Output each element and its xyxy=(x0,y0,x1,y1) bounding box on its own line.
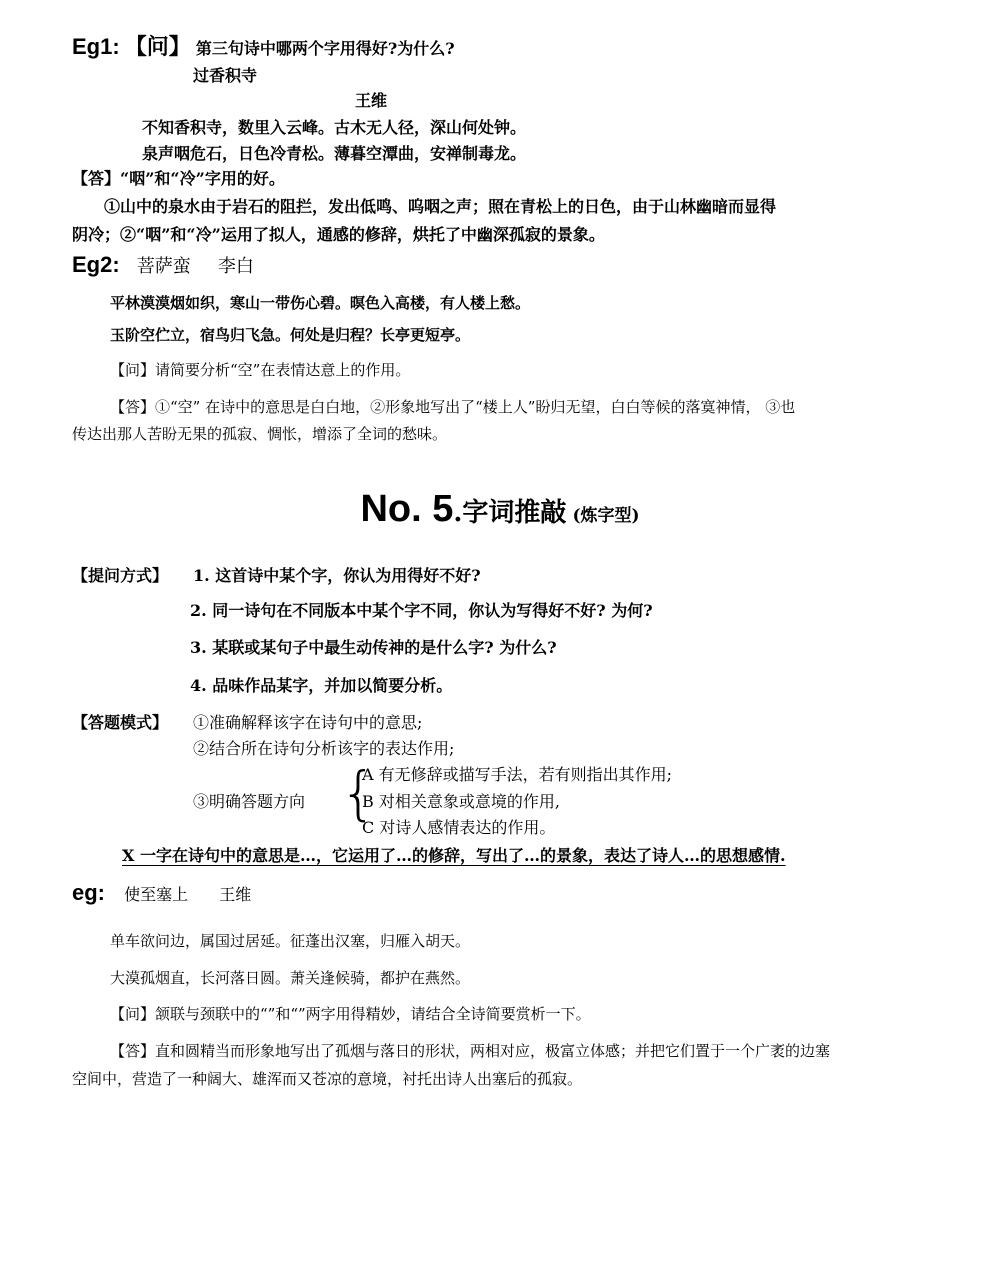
answer-mode-option-b: B 对相关意象或意境的作用, xyxy=(362,792,560,811)
eg3-poem-line-1: 单车欲问边，属国过居延。征蓬出汉塞，归雁入胡天。 xyxy=(110,932,471,950)
ask-method-item-4: 4. 品味作品某字，并加以简要分析。 xyxy=(190,676,453,695)
ask-method-item-3: 3. 某联或某句子中最生动传神的是什么字? 为什么? xyxy=(190,638,557,657)
eg2-question: 【问】请简要分析“空”在表情达意上的作用。 xyxy=(110,361,411,379)
ask-method-item-1: 1. 这首诗中某个字，你认为用得好不好? xyxy=(193,566,481,585)
answer-mode-step-2: ②结合所在诗句分析该字的表达作用; xyxy=(193,739,455,758)
answer-template: X 一字在诗句中的意思是…，它运用了…的修辞，写出了…的景象，表达了诗人…的思想感情. xyxy=(122,846,786,865)
ask-method-item-2: 2. 同一诗句在不同版本中某个字不同，你认为写得好不好? 为何? xyxy=(190,601,653,620)
brace-icon: { xyxy=(340,759,377,827)
answer-mode-step-3: ③明确答题方向 xyxy=(193,792,306,811)
eg1-answer-head: 【答】“咽”和“冷”字用的好。 xyxy=(72,169,285,188)
eg3-label: eg: xyxy=(72,880,105,905)
eg3-answer-1: 【答】直和圆精当而形象地写出了孤烟与落日的形状，两相对应，极富立体感；并把它们置于一个广袤的边塞 xyxy=(110,1042,831,1060)
answer-mode-option-c: C 对诗人感情表达的作用。 xyxy=(362,818,556,837)
eg2-poem-author: 李白 xyxy=(217,256,254,277)
ask-methods-label: 【提问方式】 xyxy=(72,566,169,585)
eg2-label: Eg2: xyxy=(72,252,120,277)
eg1-poem-title: 过香积寺 xyxy=(193,66,258,85)
eg2-poem-line-2: 玉阶空伫立，宿鸟归飞急。何处是归程？长亭更短亭。 xyxy=(110,326,471,344)
eg3-question: 【问】颔联与颈联中的“”和“”两字用得精妙，请结合全诗简要赏析一下。 xyxy=(110,1005,591,1023)
answer-mode-step-1: ①准确解释该字在诗句中的意思; xyxy=(193,713,423,732)
eg1-answer-body-1: ①山中的泉水由于岩石的阻拦，发出低鸣、呜咽之声；照在青松上的日色，由于山林幽暗而显得 xyxy=(104,197,777,216)
eg3-title-line xyxy=(72,880,251,906)
eg2-poem-line-1: 平林漠漠烟如织，寒山一带伤心碧。暝色入高楼，有人楼上愁。 xyxy=(110,294,531,312)
eg1-question-line xyxy=(72,30,455,61)
eg1-question-tag: 【问】 xyxy=(124,34,191,60)
eg1-poem-line-1: 不知香积寺，数里入云峰。古木无人径，深山何处钟。 xyxy=(142,118,527,137)
eg3-answer-2: 空间中，营造了一种阔大、雄浑而又苍凉的意境，衬托出诗人出塞后的孤寂。 xyxy=(72,1070,583,1088)
eg3-poem-author: 王维 xyxy=(219,885,252,904)
eg1-question-text: 第三句诗中哪两个字用得好?为什么? xyxy=(195,39,455,58)
answer-mode-label: 【答题模式】 xyxy=(72,713,169,732)
eg1-label: Eg1: xyxy=(72,34,120,59)
answer-mode-option-a: A 有无修辞或描写手法，若有则指出其作用; xyxy=(362,765,673,784)
eg1-poem-author: 王维 xyxy=(355,91,388,110)
eg3-poem-line-2: 大漠孤烟直，长河落日圆。萧关逢候骑，都护在燕然。 xyxy=(110,969,471,987)
section-number: No. 5 xyxy=(360,488,454,530)
eg2-title-line xyxy=(72,252,254,278)
section-heading xyxy=(0,488,1000,531)
section-subtitle: (炼字型) xyxy=(572,506,640,526)
eg2-poem-title: 菩萨蛮 xyxy=(136,256,191,277)
eg2-answer-1: 【答】①“空” 在诗中的意思是白白地，②形象地写出了“楼上人”盼归无望，白白等候的落寞神情， ③也 xyxy=(110,398,796,416)
section-title: .字词推敲 xyxy=(453,498,567,528)
eg1-answer-body-2: 阴冷；②“咽”和“冷”运用了拟人，通感的修辞，烘托了中幽深孤寂的景象。 xyxy=(72,225,605,244)
eg3-poem-title: 使至塞上 xyxy=(124,885,189,904)
eg2-answer-2: 传达出那人苦盼无果的孤寂、惆怅，增添了全词的愁味。 xyxy=(72,425,448,443)
eg1-poem-line-2: 泉声咽危石，日色冷青松。薄暮空潭曲，安禅制毒龙。 xyxy=(142,144,527,163)
